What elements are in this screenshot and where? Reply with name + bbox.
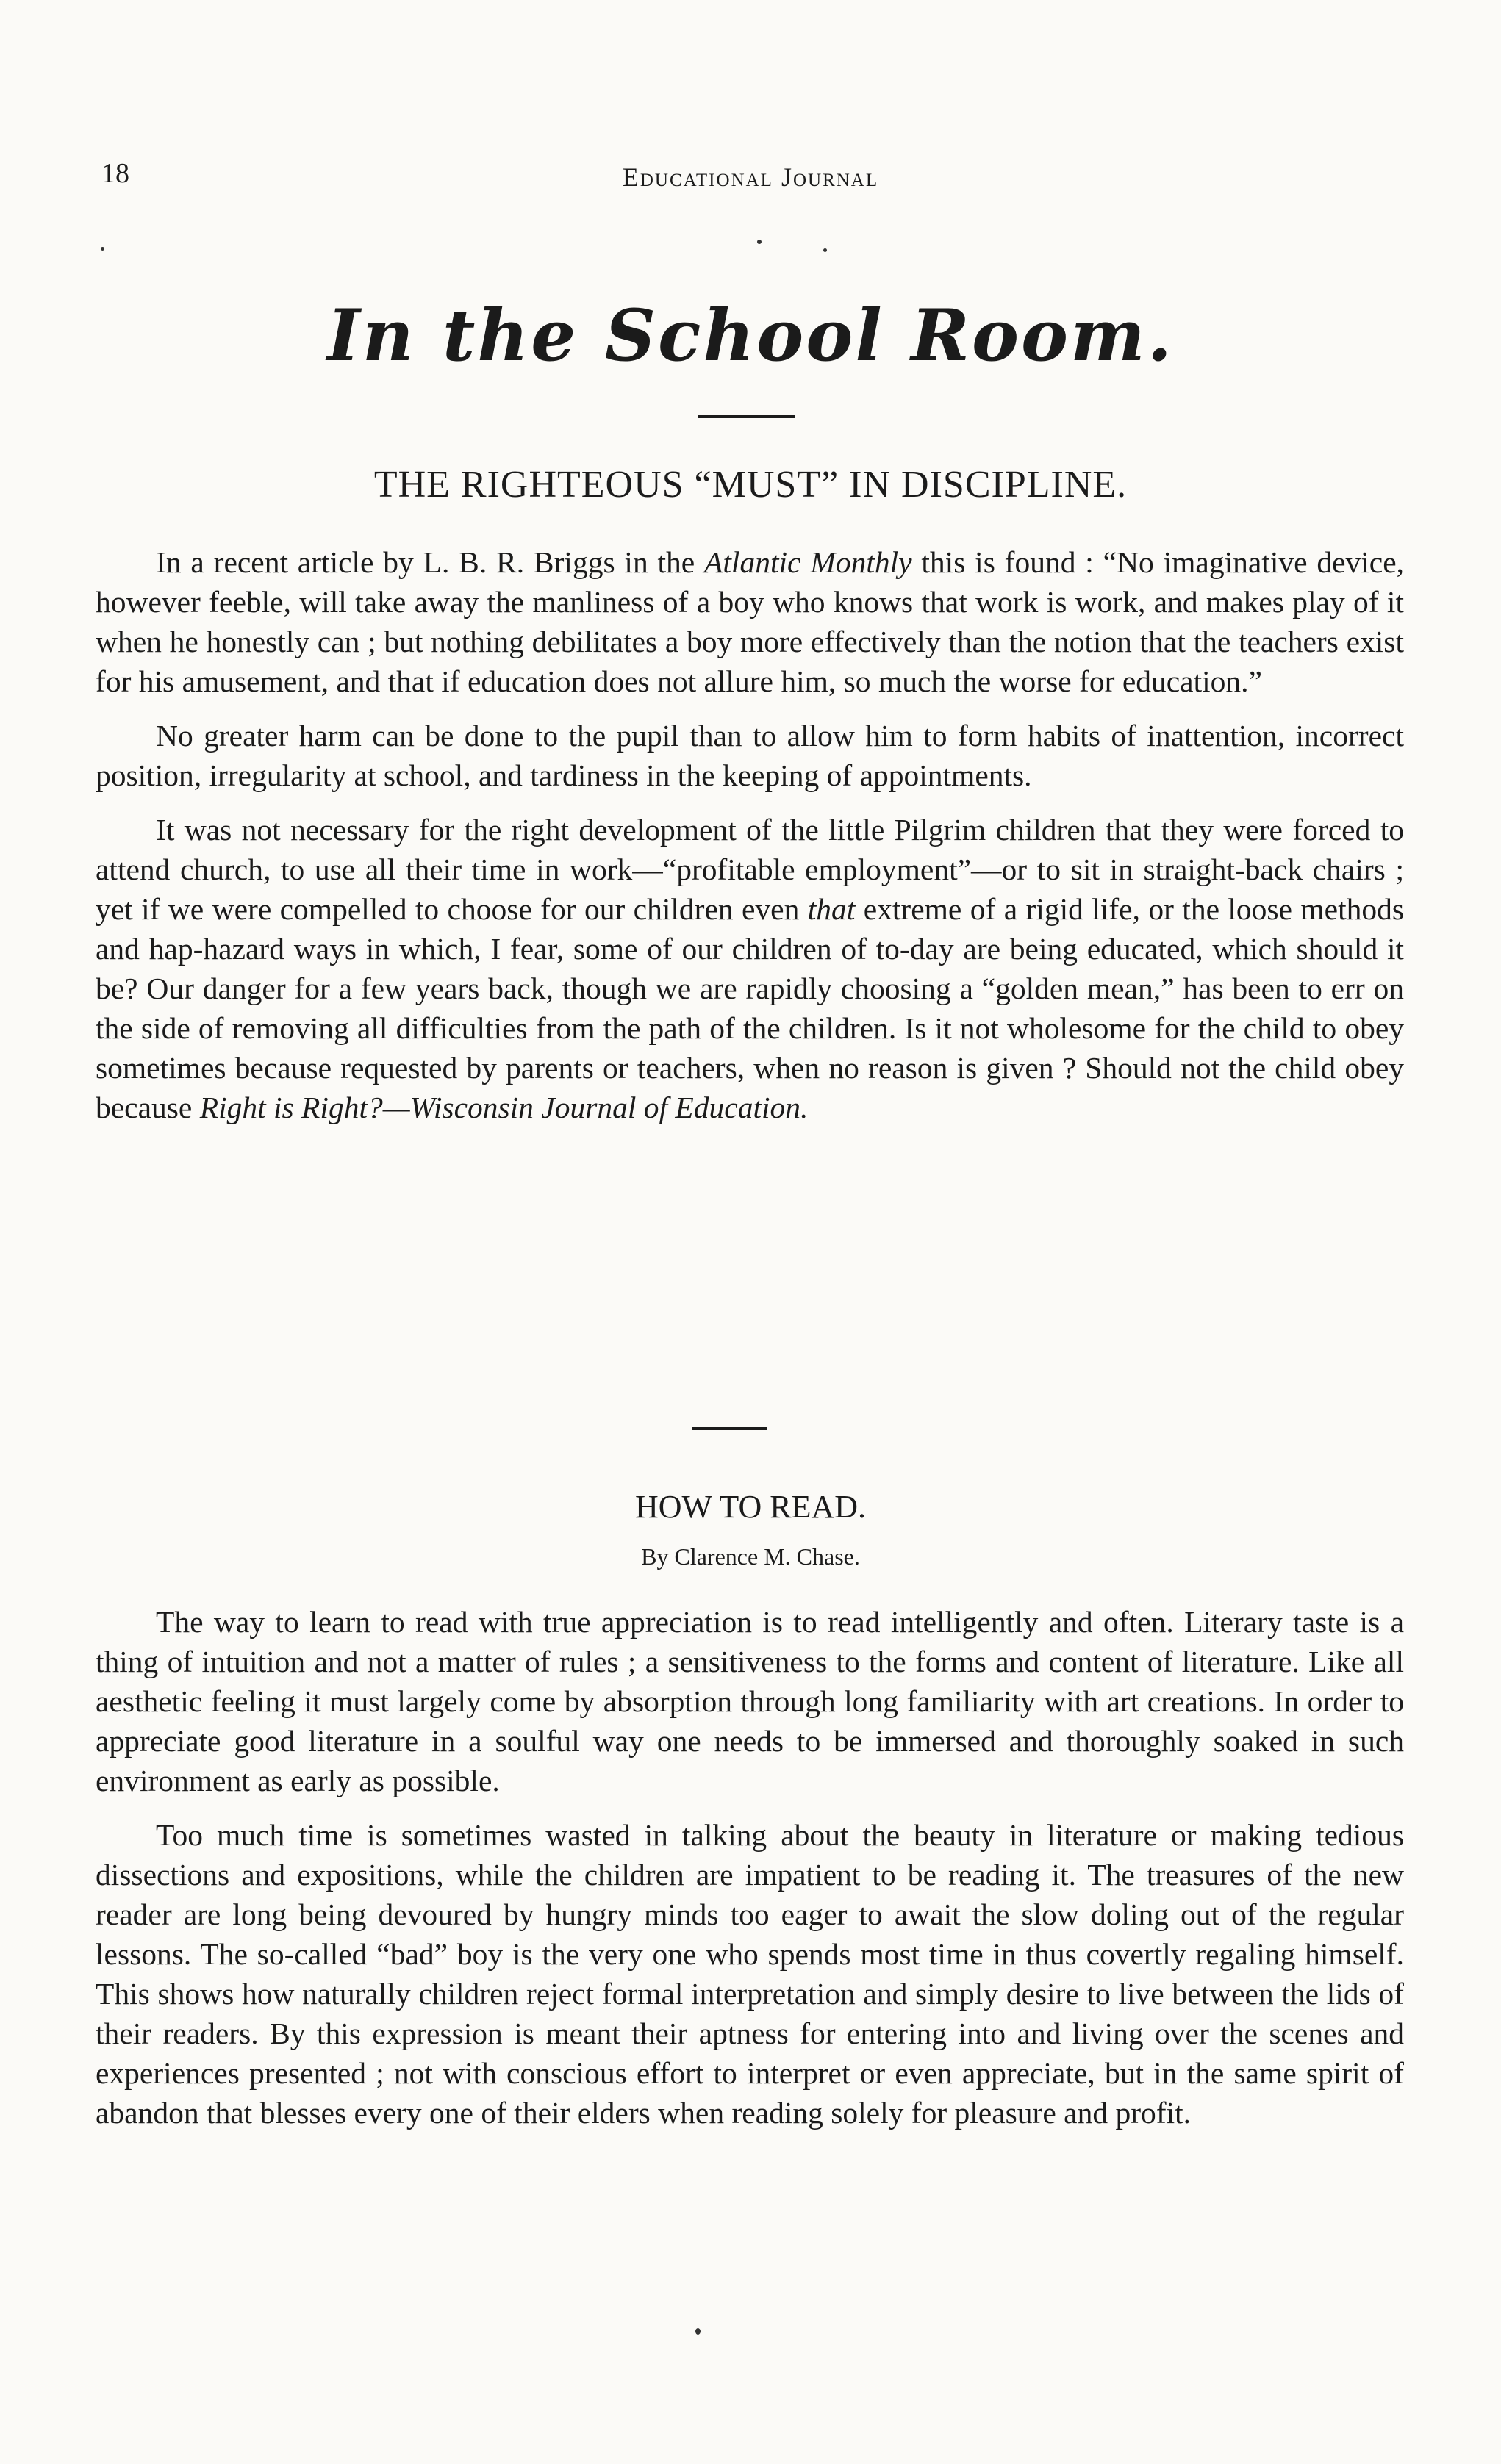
paragraph [96, 810, 1404, 1127]
source-citation: Right is Right?—Wisconsin Journal of Education. [199, 1091, 809, 1124]
article-body [96, 542, 1404, 1127]
paragraph: The way to learn to read with true appreciation is to read intelligently and often. Literary taste is a thing of intuition and not a matter of rules ; a sensitiveness to the forms and content of literature. Like all aesthetic feeling it must largely come by absorption through long familiarity with art creations. In order to appreciate good literature in a soulful way one needs to be immersed and thoroughly soaked in such environment as early as possible. [96, 1605, 1404, 1797]
page-number: 18 [101, 158, 129, 189]
paragraph-text: extreme of a rigid life, or the loose methods and hap-hazard ways in which, I fear, some of our children of to-day are being educated, which should it be? Our danger for a few years back, though we are rapidly choosing a “golden mean,” has been to err on the side of removing all difficulties from the path of the children. Is it not wholesome for the child to obey sometimes because requested by parents or teachers, when no reason is given ? Should not the child obey because [96, 892, 1404, 1124]
publication-title: Atlantic Monthly [704, 545, 912, 579]
paragraph-text: It was not necessary for the right development of the little Pilgrim children that they were forced to attend church, to use all their time in work—“profitable employment”—or to sit in straight-back chairs ; yet if we were compelled to choose for our children even [96, 813, 1404, 926]
article-title: HOW TO READ. [634, 1489, 867, 1525]
paragraph-text: In a recent article by L. B. R. Briggs in the [156, 545, 705, 579]
quoted-text: this is found : “No imaginative device, however feeble, will take away the manliness of a boy who knows that work is work, and makes play of it when he honestly can ; but nothing debilitates a boy more effectively than the notion that the teachers exist for his amusement, and that if education does not allure him, so much the worse for education.” [96, 545, 1405, 698]
divider-rule [692, 1427, 767, 1430]
paragraph [96, 542, 1404, 701]
ink-speck [757, 240, 762, 244]
divider-rule [698, 415, 795, 418]
article-byline: By Clarence M. Chase. [641, 1543, 860, 1570]
paragraph: No greater harm can be done to the pupil than to allow him to form habits of inattention, incorrect position, irregularity at school, and tardiness in the keeping of appointments. [96, 719, 1404, 792]
ink-speck [101, 247, 104, 251]
ink-speck [823, 248, 827, 252]
ink-speck [695, 2328, 701, 2335]
paragraph: Too much time is sometimes wasted in talking about the beauty in literature or making tedious dissections and expositions, while the children are impatient to be reading it. The treasures of the new reader are long being devoured by hungry minds too eager to await the slow doling out of the regular lessons. The so-called “bad” boy is the very one who spends most time in thus covertly regaling himself. This shows how naturally children reject formal interpretation and simply desire to live between the lids of their readers. By this expression is meant their aptness for entering into and living over the scenes and experiences presented ; not with conscious effort to interpret or even appreciate, but in the same spirit of abandon that blesses every one of their elders when reading solely for pleasure and profit. [96, 1818, 1404, 2130]
emphasis-text: that [807, 892, 856, 926]
section-heading: In the School Room. [326, 294, 1175, 377]
article-body [96, 1602, 1404, 2133]
article-title: THE RIGHTEOUS “MUST” IN DISCIPLINE. [373, 464, 1128, 506]
running-title: Educational Journal [622, 162, 879, 192]
